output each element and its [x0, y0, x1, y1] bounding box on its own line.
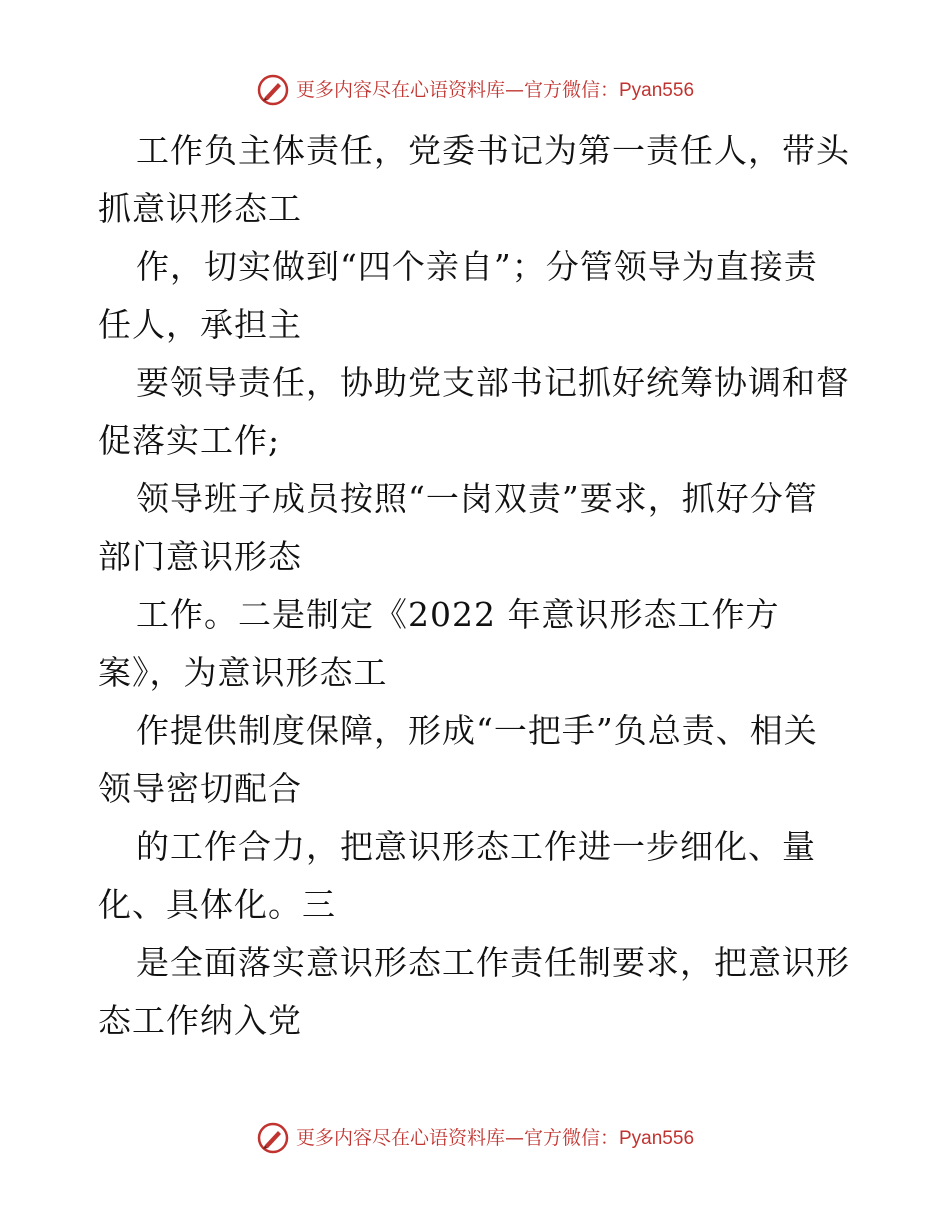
line-wrap: 任人，承担主: [98, 305, 302, 344]
line-indented: 工作。二是制定《2022 年意识形态工作方: [136, 595, 780, 634]
watermark-dash: —: [504, 78, 524, 101]
paragraph-line: [98, 470, 858, 586]
paragraph-line: [98, 934, 858, 1050]
paragraph-line: [98, 238, 858, 354]
paragraph-line: [98, 122, 858, 238]
watermark-text: [295, 1126, 695, 1149]
document-body: [98, 122, 858, 1050]
line-indented: 的工作合力，把意识形态工作进一步细化、量: [136, 827, 816, 866]
line-indented: 作，切实做到“四个亲自”；分管领导为直接责: [136, 247, 818, 286]
line-indented: 是全面落实意识形态工作责任制要求，把意识形: [136, 943, 850, 982]
watermark-wechat-label: 官方微信：: [523, 78, 619, 101]
line-wrap: 态工作纳入党: [98, 1001, 302, 1040]
watermark-promo: 更多内容尽在心语资料库: [295, 78, 505, 101]
watermark-handle: Pyan556: [619, 79, 695, 101]
line-wrap: 部门意识形态: [98, 537, 302, 576]
line-wrap: 化、具体化。三: [98, 885, 336, 924]
watermark-handle: Pyan556: [619, 1127, 695, 1149]
line-indented: 作提供制度保障，形成“一把手”负总责、相关: [136, 711, 818, 750]
paragraph-line: [98, 354, 858, 470]
line-indented: 要领导责任，协助党支部书记抓好统筹协调和督: [136, 363, 850, 402]
line-wrap: 抓意识形态工: [98, 189, 302, 228]
line-indented: 领导班子成员按照“一岗双责”要求，抓好分管: [136, 479, 818, 518]
paragraph-line: [98, 818, 858, 934]
footer-watermark: [0, 1118, 950, 1158]
pen-circle-logo-icon: [256, 73, 290, 107]
watermark-dash: —: [504, 1126, 524, 1149]
line-wrap: 促落实工作;: [98, 421, 281, 460]
line-wrap: 领导密切配合: [98, 769, 302, 808]
watermark-wechat-label: 官方微信：: [523, 1126, 619, 1149]
pen-circle-logo-icon: [256, 1121, 290, 1155]
watermark-text: [295, 78, 695, 101]
paragraph-line: [98, 702, 858, 818]
watermark-promo: 更多内容尽在心语资料库: [295, 1126, 505, 1149]
header-watermark: [0, 70, 950, 110]
line-indented: 工作负主体责任，党委书记为第一责任人，带头: [136, 131, 850, 170]
line-wrap: 案》，为意识形态工: [98, 653, 388, 692]
paragraph-line: [98, 586, 858, 702]
